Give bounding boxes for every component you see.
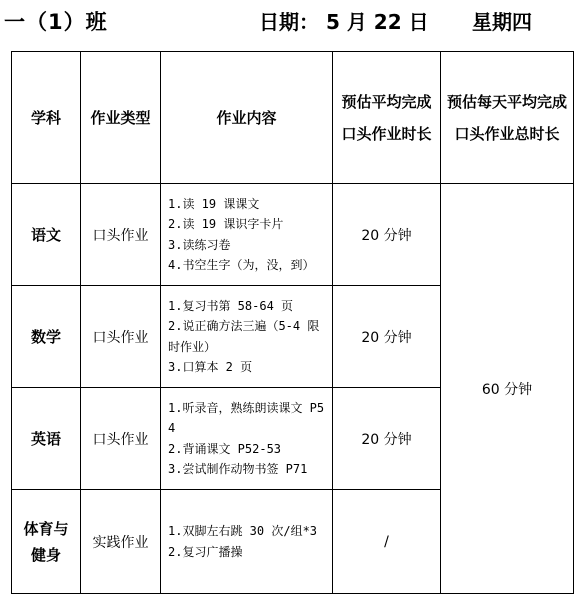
subject-cell [12,388,81,490]
header-total [441,52,574,184]
content-line: 3.尝试制作动物书签 P71 [168,462,308,476]
content-cell [161,184,333,286]
total-time-cell: 60 分钟 [441,184,574,594]
table-header-row [12,52,574,184]
subject-label: 数学 [30,327,61,346]
page-header [0,0,586,50]
content-line: 3.口算本 2 页 [168,360,253,374]
type-cell: 口头作业 [81,184,161,286]
content-line: 2.背诵课文 P52-53 [168,441,282,456]
header-total-label: 预估每天平均完成口头作业总时长 [446,92,567,143]
content-cell [161,388,333,490]
type-cell: 口头作业 [81,388,161,490]
content-line: 2.复习广播操 [168,544,243,559]
content-line: 4.书空生字（为，没，到） [168,258,315,272]
type-cell: 实践作业 [81,490,161,594]
content-line: 2.读 19 课识字卡片 [168,217,284,231]
time-cell: 20 分钟 [333,286,441,388]
content-line: 1.双脚左右跳 30 次/组*3 [168,524,318,538]
content-cell [161,286,333,388]
header-time [333,52,441,184]
subject-cell [12,184,81,286]
class-name: 一（1）班 [4,10,108,34]
homework-table [11,51,574,594]
header-subject: 学科 [12,52,81,184]
content-line: 1.听录音，熟练朗读课文 P54 [168,400,325,435]
table-row [12,184,574,286]
content-cell [161,490,333,594]
header-content: 作业内容 [161,52,333,184]
content-line: 1.复习书第 58-64 页 [168,298,294,313]
subject-label: 体育与健身 [23,519,69,564]
time-cell: 20 分钟 [333,184,441,286]
subject-cell [12,286,81,388]
time-cell: 20 分钟 [333,388,441,490]
type-cell: 口头作业 [81,286,161,388]
header-time-label: 预估平均完成口头作业时长 [341,92,432,143]
content-line: 2.说正确方法三遍（5-4 限时作业） [168,319,320,354]
content-line: 1.读 19 课课文 [168,196,260,211]
subject-label: 英语 [30,429,61,448]
weekday-label: 星期四 [472,10,532,34]
subject-cell [12,490,81,594]
subject-label: 语文 [30,225,61,244]
time-cell: / [333,490,441,594]
header-type: 作业类型 [81,52,161,184]
date-label: 日期： 5 月 22 日 [259,10,429,34]
content-line: 3.读练习卷 [168,237,231,252]
